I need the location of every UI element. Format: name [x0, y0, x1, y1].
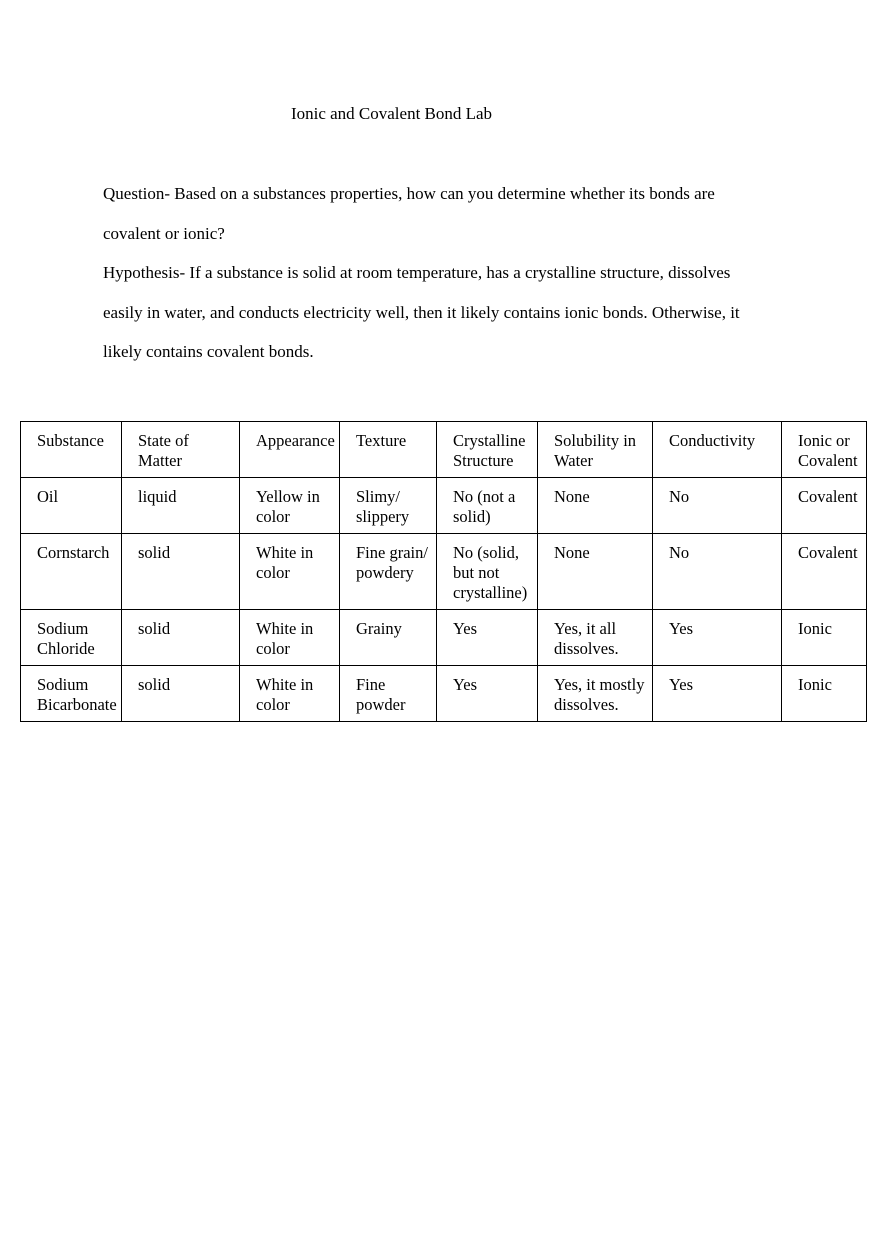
hypothesis-paragraph: Hypothesis- If a substance is solid at room temperature, has a crystalline structure, dissolves easily in water, and conducts electricity well, then it likely contains ionic bonds. Otherwise, it likely contains covalent bonds.: [103, 263, 740, 361]
header-texture: Texture: [340, 422, 437, 478]
table-row: [21, 666, 867, 722]
cell-state: liquid: [122, 478, 240, 534]
question-paragraph: Question- Based on a substances properties, how can you determine whether its bonds are covalent or ionic?: [103, 184, 715, 243]
cell-crystalline: No (not a solid): [437, 478, 538, 534]
header-bond-type: Ionic or Covalent: [782, 422, 867, 478]
cell-solubility: Yes, it mostly dissolves.: [538, 666, 653, 722]
cell-conductivity: Yes: [653, 610, 782, 666]
header-state-of-matter: State of Matter: [122, 422, 240, 478]
cell-appearance: White in color: [240, 610, 340, 666]
cell-state: solid: [122, 534, 240, 610]
cell-texture: Grainy: [340, 610, 437, 666]
header-substance: Substance: [21, 422, 122, 478]
properties-table: [20, 421, 867, 722]
cell-state: solid: [122, 666, 240, 722]
cell-substance: Oil: [21, 478, 122, 534]
cell-substance: Cornstarch: [21, 534, 122, 610]
header-crystalline-structure: Crystalline Structure: [437, 422, 538, 478]
cell-bond-type: Covalent: [782, 478, 867, 534]
cell-conductivity: No: [653, 534, 782, 610]
table-row: [21, 478, 867, 534]
cell-appearance: White in color: [240, 666, 340, 722]
cell-bond-type: Ionic: [782, 610, 867, 666]
cell-solubility: Yes, it all dissolves.: [538, 610, 653, 666]
cell-appearance: White in color: [240, 534, 340, 610]
header-appearance: Appearance: [240, 422, 340, 478]
cell-substance: Sodium Bicarbonate: [21, 666, 122, 722]
table-row: [21, 534, 867, 610]
cell-bond-type: Covalent: [782, 534, 867, 610]
cell-texture: Fine grain/powdery: [340, 534, 437, 610]
cell-solubility: None: [538, 534, 653, 610]
table-header-row: [21, 422, 867, 478]
cell-crystalline: Yes: [437, 610, 538, 666]
cell-bond-type: Ionic: [782, 666, 867, 722]
cell-texture: Slimy/ slippery: [340, 478, 437, 534]
cell-crystalline: Yes: [437, 666, 538, 722]
document-title: Ionic and Covalent Bond Lab: [290, 104, 493, 123]
cell-state: solid: [122, 610, 240, 666]
table-row: [21, 610, 867, 666]
header-conductivity: Conductivity: [653, 422, 782, 478]
cell-conductivity: Yes: [653, 666, 782, 722]
cell-substance: Sodium Chloride: [21, 610, 122, 666]
cell-solubility: None: [538, 478, 653, 534]
cell-texture: Fine powder: [340, 666, 437, 722]
header-solubility: Solubility in Water: [538, 422, 653, 478]
cell-crystalline: No (solid, but not crystalline): [437, 534, 538, 610]
cell-conductivity: No: [653, 478, 782, 534]
cell-appearance: Yellow in color: [240, 478, 340, 534]
